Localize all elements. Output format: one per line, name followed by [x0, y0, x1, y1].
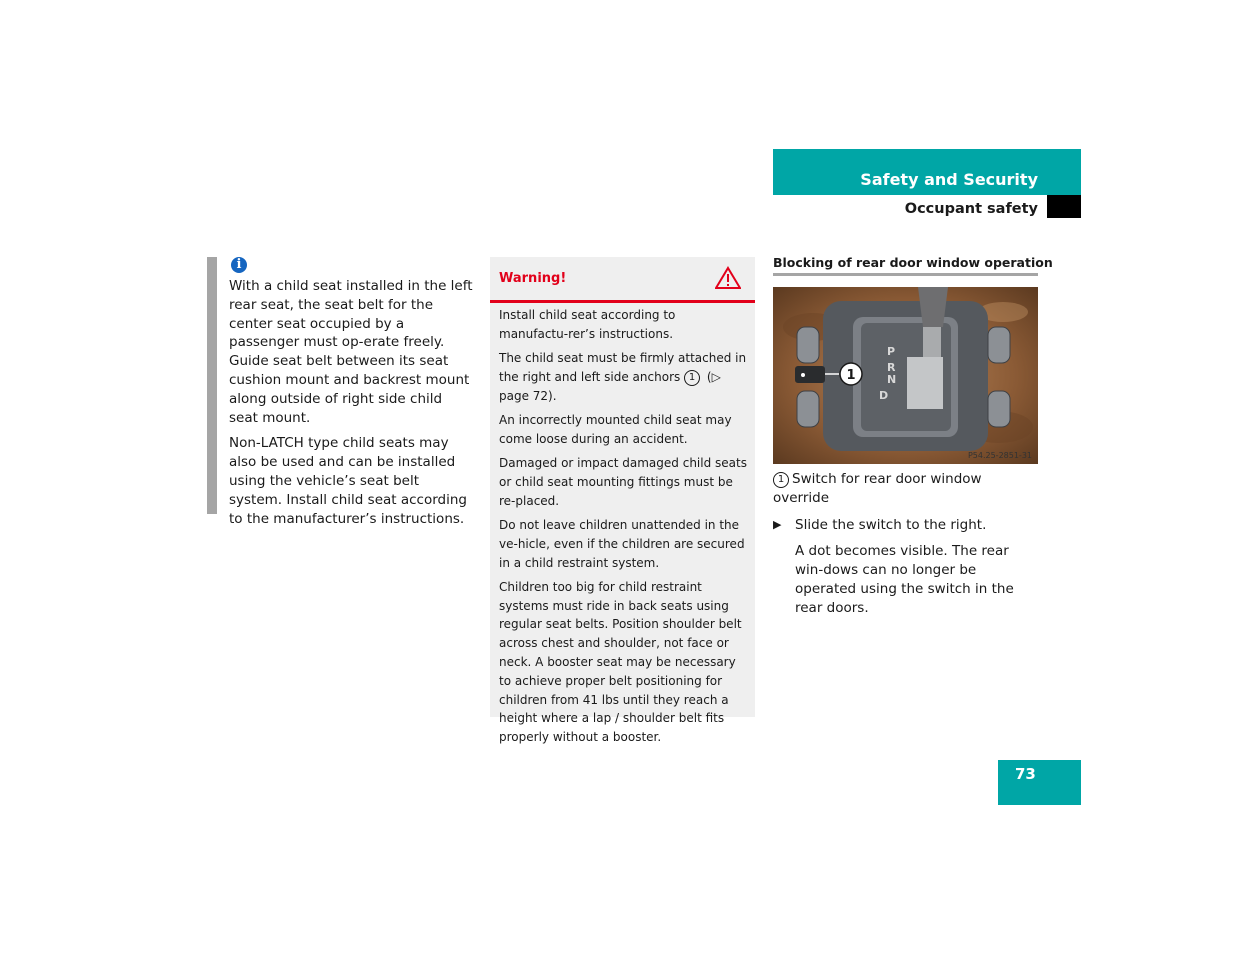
page-number-box	[998, 760, 1081, 805]
page-reference-link[interactable]: (▷ page 72).	[499, 369, 721, 403]
info-bar	[207, 257, 217, 514]
figure-callout-1: 1	[846, 368, 856, 383]
step-arrow-icon: ▶	[773, 517, 782, 531]
caption-number: 1	[773, 472, 789, 488]
center-console-illustration	[773, 287, 1038, 464]
anchor-ref-number: 1	[684, 370, 700, 386]
warning-header	[490, 257, 755, 303]
page-number: 73	[1015, 765, 1036, 783]
window-override-switch	[795, 366, 825, 383]
gear-letter-d: D	[879, 389, 889, 402]
info-paragraph-2: Non-LATCH type child seats may also be used and can be installed using the vehicle’s seat belt system. Install child seat according to the manufacturer’s instructions.	[229, 435, 467, 527]
subsection-title: Occupant safety	[904, 201, 1038, 217]
warning-text	[499, 306, 747, 753]
warning-paragraph-2-text: The child seat must be firmly attached in the right and left side anchors	[499, 351, 747, 384]
section-title: Safety and Security	[860, 170, 1038, 189]
instruction-step	[773, 516, 1038, 535]
info-note	[207, 257, 475, 527]
warning-paragraph-4: Damaged or impact damaged child seats or child seat mounting fittings must be re-placed.	[499, 456, 747, 508]
info-text	[229, 277, 475, 535]
subsection-marker	[1047, 195, 1081, 218]
gear-letter-r: R	[887, 361, 896, 374]
section-header-band	[773, 149, 1081, 195]
gear-letter-p: P	[887, 345, 896, 358]
warning-paragraph-6: Children too big for child restraint systems must ride in back seats using regular seat belts. Position shoulder belt across chest and shoulder, not face or neck. A booster seat may be necessary to achieve proper belt positioning for children from 41 lbs until they reach a height where a lap / shoulder belt fits properly without a booster.	[499, 579, 742, 745]
gear-letter-n: N	[887, 373, 897, 386]
warning-paragraph-1: Install child seat according to manufactu-rer’s instructions.	[499, 308, 676, 341]
center-console-figure	[773, 287, 1038, 464]
figure-code: P54.25-2851-31	[967, 451, 1032, 460]
figure-caption	[773, 470, 1038, 508]
info-icon: i	[231, 257, 247, 273]
warning-box	[490, 257, 755, 745]
warning-paragraph-2	[499, 349, 747, 405]
step-result: A dot becomes visible. The rear win-dows can no longer be operated using the switch in the rear doors.	[795, 543, 1014, 616]
right-column	[773, 254, 1053, 618]
caption-text: Switch for rear door window override	[773, 471, 982, 506]
info-paragraph-1: With a child seat installed in the left rear seat, the seat belt for the center seat occupied by a passenger must op-erate freely. Guide seat belt between its seat cushion mount and backrest mount along outside of right side child seat mount.	[229, 278, 473, 426]
section-heading: Blocking of rear door window operation	[773, 254, 1038, 276]
warning-triangle-icon	[715, 266, 741, 290]
warning-paragraph-3: An incorrectly mounted child seat may come loose during an accident.	[499, 412, 732, 446]
step-text: Slide the switch to the right.	[795, 516, 987, 533]
warning-title: Warning!	[499, 271, 567, 286]
warning-paragraph-5: Do not leave children unattended in the ve-hicle, even if the children are secured in a child restraint system.	[499, 517, 745, 570]
